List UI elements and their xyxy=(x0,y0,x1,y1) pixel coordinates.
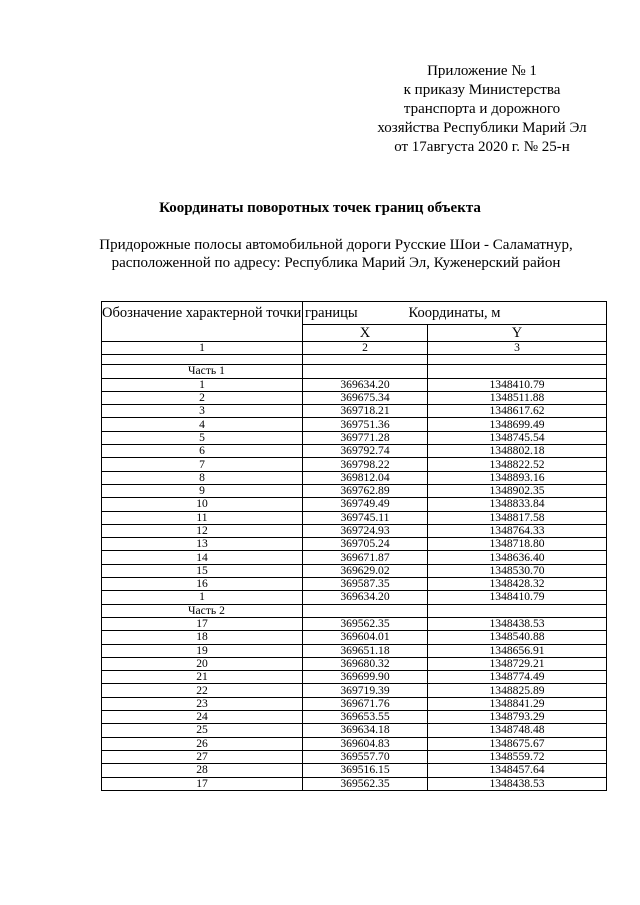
point-number: 26 xyxy=(102,737,303,750)
point-number: 16 xyxy=(102,578,303,591)
part-label: Часть 1 xyxy=(102,365,303,378)
point-number: 24 xyxy=(102,711,303,724)
table-row xyxy=(102,445,607,458)
y-coordinate: 1348902.35 xyxy=(428,484,607,497)
coordinates-table-body xyxy=(102,302,607,791)
x-coordinate: 369762.89 xyxy=(303,484,428,497)
document-title: Координаты поворотных точек границ объекта xyxy=(159,200,481,216)
point-number: 21 xyxy=(102,671,303,684)
x-coordinate: 369705.24 xyxy=(303,538,428,551)
x-coordinate: 369604.83 xyxy=(303,737,428,750)
x-coordinate: 369675.34 xyxy=(303,391,428,404)
x-coordinate: 369724.93 xyxy=(303,524,428,537)
table-row xyxy=(102,684,607,697)
x-coordinate: 369562.35 xyxy=(303,777,428,790)
point-number: 8 xyxy=(102,471,303,484)
point-number: 4 xyxy=(102,418,303,431)
x-coordinate: 369812.04 xyxy=(303,471,428,484)
x-coordinate: 369653.55 xyxy=(303,711,428,724)
y-coordinate: 1348617.62 xyxy=(428,405,607,418)
y-coordinate: 1348656.91 xyxy=(428,644,607,657)
y-coordinate: 1348636.40 xyxy=(428,551,607,564)
table-row xyxy=(102,471,607,484)
x-coordinate: 369562.35 xyxy=(303,617,428,630)
coordinates-header: Координаты, м xyxy=(303,302,607,325)
y-coordinate: 1348438.53 xyxy=(428,617,607,630)
point-number: 12 xyxy=(102,524,303,537)
point-number: 10 xyxy=(102,498,303,511)
x-coordinate: 369718.21 xyxy=(303,405,428,418)
point-number: 13 xyxy=(102,538,303,551)
part-label-row xyxy=(102,604,607,617)
y-coordinate: 1348428.32 xyxy=(428,578,607,591)
x-coordinate: 369557.70 xyxy=(303,750,428,763)
appendix-line: к приказу Министерства xyxy=(403,82,561,98)
point-number: 27 xyxy=(102,750,303,763)
y-coordinate: 1348817.58 xyxy=(428,511,607,524)
y-header: Y xyxy=(428,325,607,342)
y-coordinate: 1348530.70 xyxy=(428,564,607,577)
column-number: 1 xyxy=(102,342,303,355)
point-number: 17 xyxy=(102,777,303,790)
column-numbering-row xyxy=(102,342,607,355)
x-coordinate: 369587.35 xyxy=(303,578,428,591)
y-coordinate: 1348559.72 xyxy=(428,750,607,763)
appendix-line: Приложение № 1 xyxy=(427,63,537,79)
table-row xyxy=(102,750,607,763)
x-coordinate: 369798.22 xyxy=(303,458,428,471)
table-row xyxy=(102,551,607,564)
appendix-line: транспорта и дорожного xyxy=(403,101,561,117)
empty-cell xyxy=(303,604,428,617)
empty-cell xyxy=(303,355,428,365)
x-coordinate: 369699.90 xyxy=(303,671,428,684)
subtitle-line: расположенной по адресу: Республика Марий Эл, Куженерский район xyxy=(111,255,561,271)
point-number: 23 xyxy=(102,697,303,710)
x-coordinate: 369745.11 xyxy=(303,511,428,524)
table-row xyxy=(102,538,607,551)
x-coordinate: 369792.74 xyxy=(303,445,428,458)
appendix-line: от 17августа 2020 г. № 25-н xyxy=(394,139,570,155)
point-number: 20 xyxy=(102,657,303,670)
y-coordinate: 1348833.84 xyxy=(428,498,607,511)
y-coordinate: 1348718.80 xyxy=(428,538,607,551)
empty-cell xyxy=(428,365,607,378)
y-coordinate: 1348825.89 xyxy=(428,684,607,697)
y-coordinate: 1348540.88 xyxy=(428,631,607,644)
x-coordinate: 369629.02 xyxy=(303,564,428,577)
appendix-line: хозяйства Республики Марий Эл xyxy=(377,120,587,136)
y-coordinate: 1348729.21 xyxy=(428,657,607,670)
point-designation-header: Обозначение характерной точки границы xyxy=(102,302,303,342)
y-coordinate: 1348793.29 xyxy=(428,711,607,724)
point-number: 15 xyxy=(102,564,303,577)
coordinates-table xyxy=(101,301,607,791)
point-number: 28 xyxy=(102,764,303,777)
table-row xyxy=(102,737,607,750)
appendix-block xyxy=(360,62,604,157)
x-coordinate: 369634.20 xyxy=(303,591,428,604)
x-coordinate: 369634.18 xyxy=(303,724,428,737)
document-subtitle xyxy=(60,236,612,272)
table-row xyxy=(102,617,607,630)
part-label-row xyxy=(102,365,607,378)
y-coordinate: 1348802.18 xyxy=(428,445,607,458)
y-coordinate: 1348410.79 xyxy=(428,591,607,604)
y-coordinate: 1348699.49 xyxy=(428,418,607,431)
x-coordinate: 369651.18 xyxy=(303,644,428,657)
table-row xyxy=(102,511,607,524)
column-number: 3 xyxy=(428,342,607,355)
y-coordinate: 1348748.48 xyxy=(428,724,607,737)
y-coordinate: 1348764.33 xyxy=(428,524,607,537)
empty-cell xyxy=(303,365,428,378)
point-number: 1 xyxy=(102,378,303,391)
y-coordinate: 1348841.29 xyxy=(428,697,607,710)
spacer-row xyxy=(102,355,607,365)
x-coordinate: 369751.36 xyxy=(303,418,428,431)
subtitle-line: Придорожные полосы автомобильной дороги Русские Шои - Саламатнур, xyxy=(99,237,573,253)
point-number: 18 xyxy=(102,631,303,644)
y-coordinate: 1348774.49 xyxy=(428,671,607,684)
table-header-row xyxy=(102,302,607,325)
empty-cell xyxy=(428,355,607,365)
y-coordinate: 1348745.54 xyxy=(428,431,607,444)
point-number: 2 xyxy=(102,391,303,404)
column-number: 2 xyxy=(303,342,428,355)
part-label: Часть 2 xyxy=(102,604,303,617)
point-number: 25 xyxy=(102,724,303,737)
table-row xyxy=(102,405,607,418)
empty-cell xyxy=(428,604,607,617)
y-coordinate: 1348457.64 xyxy=(428,764,607,777)
y-coordinate: 1348511.88 xyxy=(428,391,607,404)
point-number: 5 xyxy=(102,431,303,444)
y-coordinate: 1348822.52 xyxy=(428,458,607,471)
point-number: 3 xyxy=(102,405,303,418)
table-row xyxy=(102,644,607,657)
x-coordinate: 369604.01 xyxy=(303,631,428,644)
point-number: 14 xyxy=(102,551,303,564)
y-coordinate: 1348438.53 xyxy=(428,777,607,790)
x-coordinate: 369671.76 xyxy=(303,697,428,710)
table-row xyxy=(102,724,607,737)
point-number: 17 xyxy=(102,617,303,630)
table-row xyxy=(102,484,607,497)
point-number: 6 xyxy=(102,445,303,458)
y-coordinate: 1348893.16 xyxy=(428,471,607,484)
table-row xyxy=(102,777,607,790)
table-row xyxy=(102,591,607,604)
point-number: 9 xyxy=(102,484,303,497)
x-coordinate: 369749.49 xyxy=(303,498,428,511)
table-row xyxy=(102,524,607,537)
empty-cell xyxy=(102,355,303,365)
table-row xyxy=(102,431,607,444)
table-row xyxy=(102,671,607,684)
table-row xyxy=(102,711,607,724)
table-row xyxy=(102,378,607,391)
table-row xyxy=(102,564,607,577)
table-row xyxy=(102,764,607,777)
table-row xyxy=(102,418,607,431)
x-coordinate: 369719.39 xyxy=(303,684,428,697)
y-coordinate: 1348410.79 xyxy=(428,378,607,391)
x-coordinate: 369771.28 xyxy=(303,431,428,444)
x-coordinate: 369680.32 xyxy=(303,657,428,670)
x-coordinate: 369516.15 xyxy=(303,764,428,777)
point-number: 22 xyxy=(102,684,303,697)
point-number: 11 xyxy=(102,511,303,524)
table-row xyxy=(102,657,607,670)
table-row xyxy=(102,458,607,471)
y-coordinate: 1348675.67 xyxy=(428,737,607,750)
table-row xyxy=(102,498,607,511)
point-number: 7 xyxy=(102,458,303,471)
point-number: 19 xyxy=(102,644,303,657)
table-row xyxy=(102,391,607,404)
x-coordinate: 369671.87 xyxy=(303,551,428,564)
table-row xyxy=(102,631,607,644)
x-header: X xyxy=(303,325,428,342)
x-coordinate: 369634.20 xyxy=(303,378,428,391)
table-row xyxy=(102,578,607,591)
point-number: 1 xyxy=(102,591,303,604)
table-row xyxy=(102,697,607,710)
